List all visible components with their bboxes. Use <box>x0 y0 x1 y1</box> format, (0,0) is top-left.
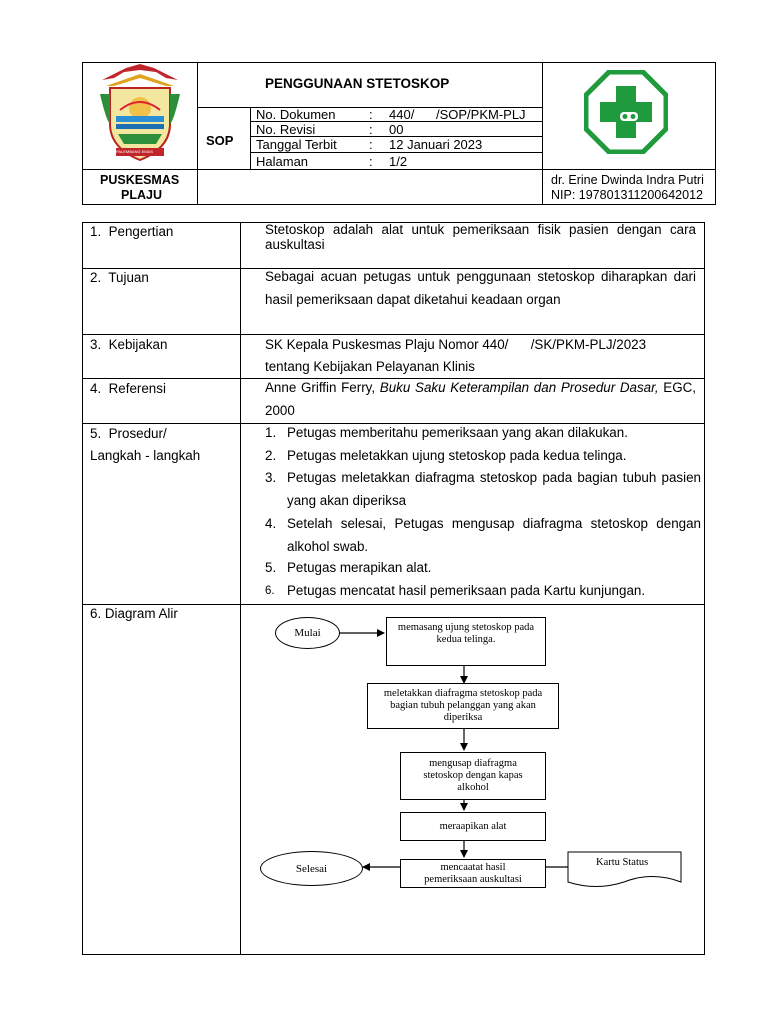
label-kebijakan: 3. Kebijakan <box>90 337 168 352</box>
flowchart-step-4: meraapikan alat <box>400 812 546 841</box>
text-tujuan: Sebagai acuan petugas untuk penggunaan stetoskop diharapkan dari hasil pemeriksaan dapat diketahui keadaan organ <box>265 269 696 307</box>
label-diagram-alir: 6. Diagram Alir <box>90 606 178 621</box>
logo-banner-text: PALEMBANG EMAS <box>116 149 154 154</box>
text-kebijakan-line1: SK Kepala Puskesmas Plaju Nomor 440/ /SK/PKM-PLJ/2023 <box>265 337 647 352</box>
field-value: 12 Januari 2023 <box>389 137 483 152</box>
referensi-book: Buku Saku Keterampilan dan Prosedur Dasar, <box>379 380 659 395</box>
flowchart-step-5: mencaatat hasil pemeriksaan auskultasi <box>400 859 546 888</box>
label-prosedur-line1: 5. Prosedur/ <box>90 426 167 441</box>
field-label: No. Revisi <box>256 122 316 137</box>
label-prosedur-line2: Langkah - langkah <box>90 448 201 463</box>
field-value: 00 <box>389 122 404 137</box>
referensi-publisher: EGC, 2000 <box>265 380 697 418</box>
field-separator: : <box>369 107 373 122</box>
flowchart-end: Selesai <box>260 851 363 886</box>
step-text: Petugas meletakkan ujung stetoskop pada kedua telinga. <box>287 448 627 463</box>
document-title: PENGGUNAAN STETOSKOP <box>265 76 450 91</box>
step-text: Petugas mencatat hasil pemeriksaan pada Kartu kunjungan. <box>287 583 646 598</box>
flowchart-start: Mulai <box>275 617 340 649</box>
procedure-step <box>265 580 701 603</box>
step-text: Petugas meletakkan diafragma stetoskop pada bagian tubuh pasien yang akan diperiksa <box>287 470 701 508</box>
step-text: Petugas merapikan alat. <box>287 560 432 575</box>
field-separator: : <box>369 154 373 169</box>
field-separator: : <box>369 122 373 137</box>
sop-label: SOP <box>206 133 234 148</box>
step-text: Setelah selesai, Petugas mengusap diafragma stetoskop dengan alkohol swab. <box>287 516 701 554</box>
label-referensi: 4. Referensi <box>90 381 166 396</box>
field-value: 1/2 <box>389 154 408 169</box>
flowchart-step-2: meletakkan diafragma stetoskop pada bagian tubuh pelanggan yang akan diperiksa <box>367 683 559 729</box>
puskesmas-cross-logo <box>584 70 668 154</box>
field-label: Halaman <box>256 154 309 169</box>
step-text: Petugas memberitahu pemeriksaan yang akan dilakukan. <box>287 425 628 440</box>
step-number: 2. <box>265 448 277 463</box>
text-pengertian: Stetoskop adalah alat untuk pemeriksaan fisik pasien dengan cara auskultasi <box>265 222 696 252</box>
field-label: No. Dokumen <box>256 107 336 122</box>
procedure-step <box>265 557 701 580</box>
flowchart-step-3: mengusap diafragma stetoskop dengan kapas alkohol <box>400 752 546 800</box>
field-label: Tanggal Terbit <box>256 137 337 152</box>
org-name-line1: PUSKESMAS <box>100 173 180 187</box>
step-number: 5. <box>265 560 277 575</box>
text-kebijakan-line2: tentang Kebijakan Pelayanan Klinis <box>265 359 475 374</box>
label-tujuan: 2. Tujuan <box>90 270 149 285</box>
referensi-author: Anne Griffin Ferry, <box>265 380 380 395</box>
procedure-step <box>265 445 701 468</box>
signatory-nip: NIP: 197801311200642012 <box>551 188 703 202</box>
flowchart-document-label: Kartu Status <box>596 857 649 868</box>
signatory-name: dr. Erine Dwinda Indra Putri <box>551 173 704 187</box>
flowchart-step-1: memasang ujung stetoskop pada kedua telinga. <box>386 617 546 666</box>
field-separator: : <box>369 137 373 152</box>
step-number: 3. <box>265 470 277 485</box>
field-value: 440/ /SOP/PKM-PLJ <box>389 107 526 122</box>
procedure-step <box>265 422 701 445</box>
text-referensi <box>265 377 696 422</box>
step-number: 1. <box>265 425 277 440</box>
procedure-step <box>265 467 701 512</box>
org-name-line2: PLAJU <box>121 188 162 202</box>
label-pengertian: 1. Pengertian <box>90 224 174 239</box>
step-number: 4. <box>265 516 277 531</box>
step-number: 6. <box>265 585 275 597</box>
procedure-step <box>265 513 701 558</box>
